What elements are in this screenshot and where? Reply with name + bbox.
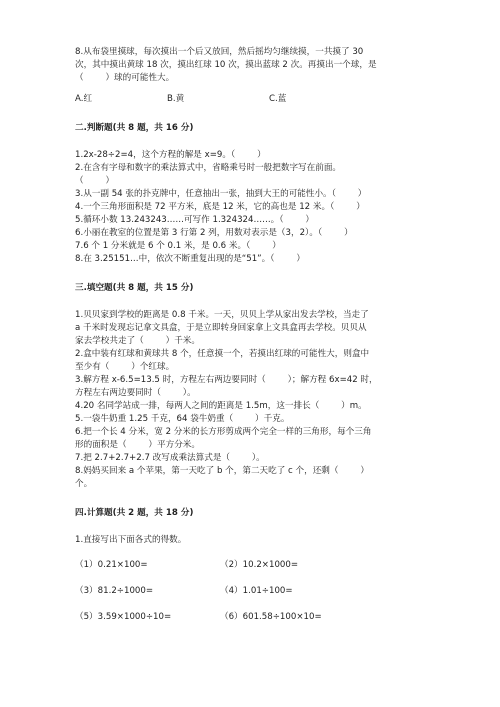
section-title: 四.计算题(共 2 题，共 18 分) — [75, 508, 194, 518]
calc-item: （5）3.59×1000÷10= — [75, 612, 172, 622]
question-line: 个。 — [75, 479, 93, 489]
question-line: 8.妈妈买回来 a 个苹果，第一天吃了 b 个，第二天吃了 c 个，还剩（ ） — [75, 466, 369, 476]
question-line: 2.在含有字母和数字的乘法算式中，省略乘号时一般把数字写在前面。 — [75, 163, 342, 173]
option-b: B.黄 — [167, 94, 185, 104]
question-line: 8.在 3.25151…中，依次不断重复出现的是“51”。（ ） — [75, 254, 305, 264]
question-line: 7.把 2.7+2.7+2.7 改写成乘法算式是（ ）。 — [75, 453, 265, 463]
question-line: 7.6 个 1 分米就是 6 个 0.1 米，是 0.6 米。（ ） — [75, 241, 281, 251]
choice-question-8 — [75, 46, 448, 106]
calc-item: （1）0.21×100= — [75, 560, 148, 570]
section-true-false — [75, 122, 448, 266]
question-line: 3.解方程 x-6.5=13.5 时，方程左右两边要同时（ ）；解方程 6x=42 时， — [75, 375, 378, 385]
question-line: 1.2x-28÷2=4，这个方程的解是 x=9。（ ） — [75, 150, 266, 160]
section-calculation — [75, 507, 448, 624]
question-line: 1.直接写出下面各式的得数。 — [75, 535, 187, 545]
section-fill-in — [75, 282, 448, 491]
answer-options — [75, 93, 448, 106]
question-line: 形的面积是（ ）平方分米。 — [75, 440, 200, 450]
question-line: 6.小丽在教室的位置是第 3 行第 2 列，用数对表示是（3，2）。（ ） — [75, 228, 353, 238]
question-line: 至少有（ ）个红球。 — [75, 362, 175, 372]
question-line: a 千米时发现忘记拿文具盒，于是立即转身回家拿上文具盒再去学校。贝贝从 — [75, 323, 367, 333]
calc-item: （2）10.2×1000= — [220, 560, 299, 570]
question-line: 3.从一副 54 张的扑克牌中，任意抽出一张，抽到大王的可能性小。（ ） — [75, 189, 367, 199]
question-text-line: 8.从布袋里摸球，每次摸出一个后又放回，然后摇均匀继续摸，一共摸了 30 — [75, 47, 364, 57]
section-title: 三.填空题(共 8 题，共 15 分) — [75, 283, 194, 293]
section-title: 二.判断题(共 8 题，共 16 分) — [75, 123, 194, 133]
question-text-line: （ ）球的可能性大。 — [75, 73, 175, 83]
question-line: 方程左右两边要同时（ ）。 — [75, 388, 196, 398]
question-line: 4.一个三角形面积是 72 平方米，底是 12 米，它的高也是 12 米。（ ） — [75, 202, 365, 212]
question-line: 家去学校共走了（ ）千米。 — [75, 336, 200, 346]
option-a: A.红 — [75, 94, 93, 104]
question-line: 4.20 名同学站成一排，每两人之间的距离是 1.5m，这一排长（ ）m。 — [75, 401, 367, 411]
question-line: 2.盒中装有红球和黄球共 8 个，任意摸一个，若摸出红球的可能性大，则盒中 — [75, 349, 370, 359]
question-line: 6.把一个长 4 分米，宽 2 分米的长方形剪成两个完全一样的三角形，每个三角 — [75, 427, 372, 437]
calculation-grid — [75, 559, 448, 624]
question-line: 5.循环小数 13.243243……可写作 1.324324……。（ ） — [75, 215, 315, 225]
question-line: 1.贝贝家到学校的距离是 0.8 千米。一天，贝贝上学从家出发去学校，当走了 — [75, 310, 369, 320]
question-line: （ ） — [75, 176, 115, 186]
question-text-line: 次，其中摸出黄球 18 次，摸出红球 10 次，摸出蓝球 2 次。再摸出一个球，是 — [75, 60, 377, 70]
calc-item: （6）601.58÷100×10= — [220, 612, 322, 622]
question-line: 5.一袋牛奶重 1.25 千克，64 袋牛奶重（ ）千克。 — [75, 414, 290, 424]
option-c: C.蓝 — [269, 94, 287, 104]
calc-item: （4）1.01÷100= — [220, 586, 293, 596]
calc-item: （3）81.2÷1000= — [75, 586, 154, 596]
